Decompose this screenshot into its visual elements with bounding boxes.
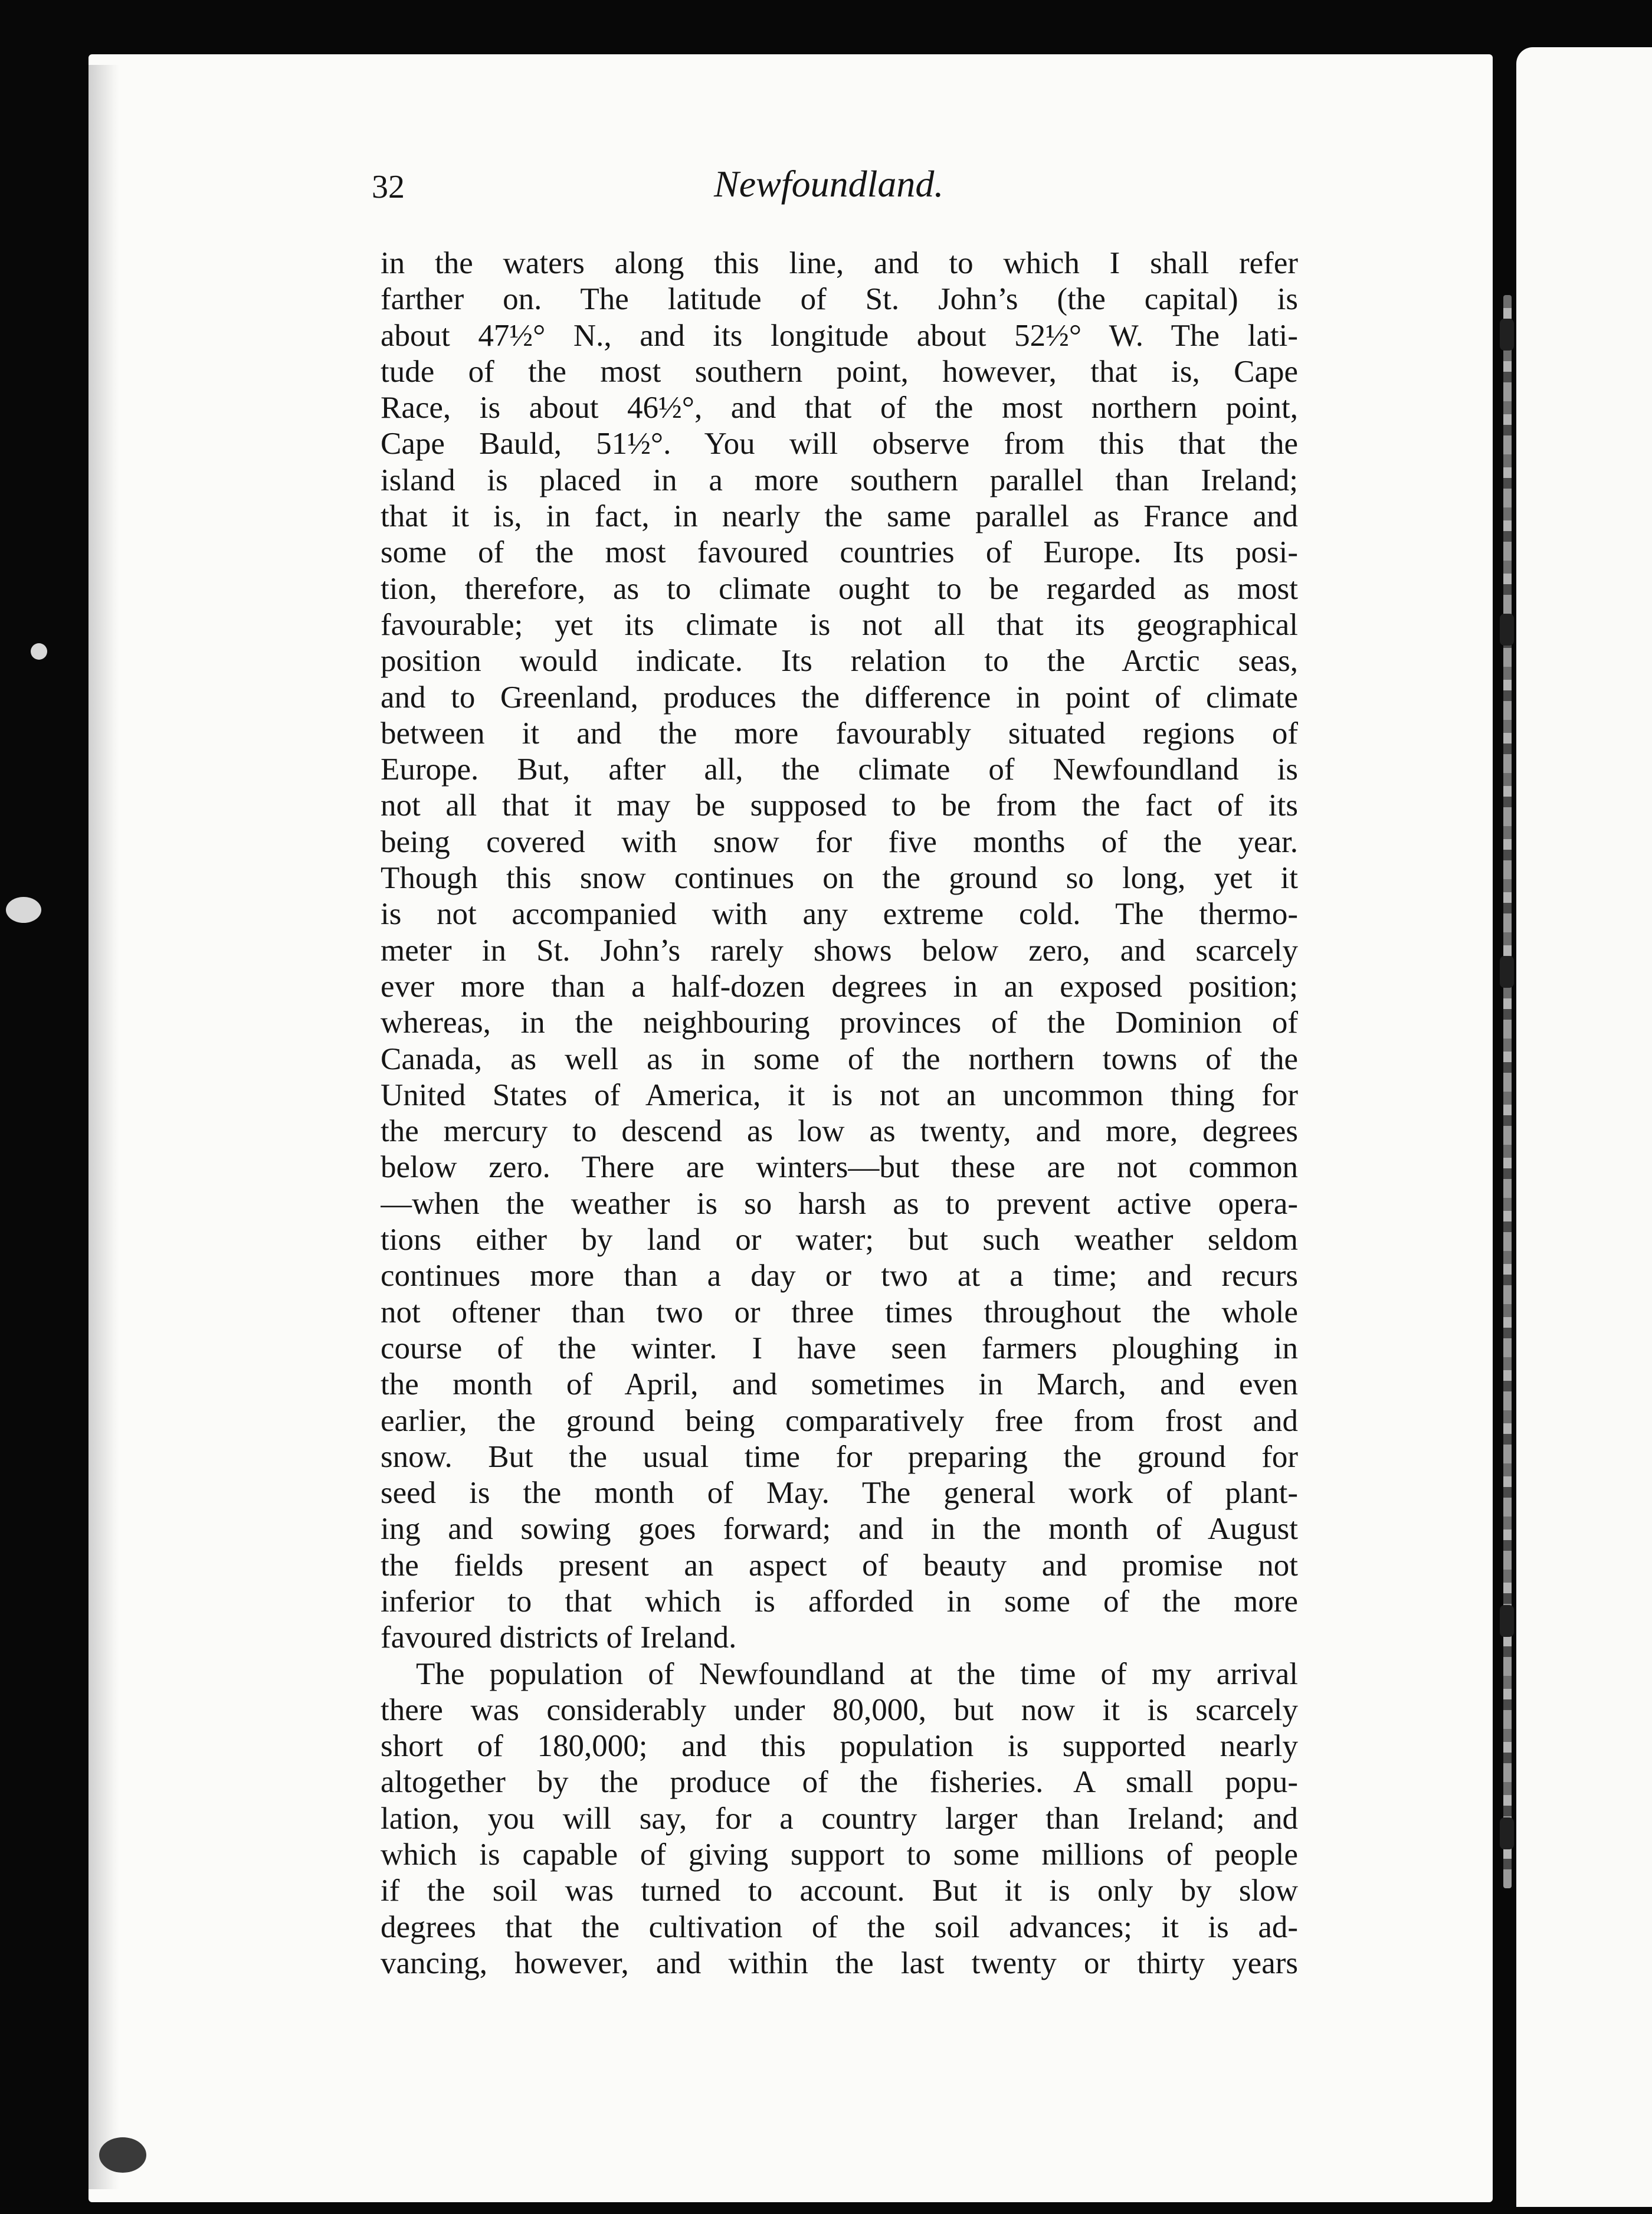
running-head: [372, 162, 1304, 221]
binding-mark: [1500, 319, 1514, 351]
text-line: about 47½° N., and its longitude about 52½° W. The lati-: [381, 318, 1298, 353]
text-line: earlier, the ground being comparatively free from frost and: [381, 1403, 1298, 1438]
text-line: short of 180,000; and this population is supported nearly: [381, 1729, 1298, 1764]
facing-page: [1516, 47, 1652, 2207]
text-line: below zero. There are winters—but these are not common: [381, 1150, 1298, 1185]
text-line: tion, therefore, as to climate ought to be regarded as most: [381, 571, 1298, 606]
body-text: [381, 245, 1298, 1982]
text-line: tude of the most southern point, however, that is, Cape: [381, 354, 1298, 389]
text-line: which is capable of giving support to some millions of people: [381, 1838, 1298, 1872]
text-line: not all that it may be supposed to be from the fact of its: [381, 788, 1298, 823]
text-line: island is placed in a more southern parallel than Ireland;: [381, 463, 1298, 497]
paragraph-end-line: favoured districts of Ireland.: [381, 1620, 737, 1655]
text-line: being covered with snow for five months of the year.: [381, 824, 1298, 859]
binding-mark: [1500, 614, 1514, 646]
text-line: vancing, however, and within the last twenty or thirty years: [381, 1946, 1298, 1980]
page-number: 32: [372, 169, 405, 205]
text-line: lation, you will say, for a country larger than Ireland; and: [381, 1801, 1298, 1836]
text-line: there was considerably under 80,000, but now it is scarcely: [381, 1692, 1298, 1727]
text-line: the fields present an aspect of beauty and promise not: [381, 1548, 1298, 1583]
binding-mark: [1500, 956, 1514, 988]
text-line: and to Greenland, produces the difference in point of climate: [381, 680, 1298, 715]
text-line: ever more than a half-dozen degrees in an exposed position;: [381, 969, 1298, 1004]
text-line: Canada, as well as in some of the northern towns of the: [381, 1042, 1298, 1076]
page-binding: [1503, 295, 1512, 1888]
text-line: position would indicate. Its relation to the Arctic seas,: [381, 644, 1298, 679]
text-line: degrees that the cultivation of the soil advances; it is ad-: [381, 1910, 1298, 1944]
text-line: inferior to that which is afforded in some of the more: [381, 1584, 1298, 1619]
text-line: in the waters along this line, and to which I shall refer: [381, 246, 1298, 280]
text-line: —when the weather is so harsh as to prevent active opera-: [381, 1186, 1298, 1221]
text-line: between it and the more favourably situated regions of: [381, 716, 1298, 751]
scan-speck: [31, 643, 47, 660]
page-edge: [88, 65, 119, 2189]
text-line: that it is, in fact, in nearly the same parallel as France and: [381, 499, 1298, 534]
text-line: snow. But the usual time for preparing the ground for: [381, 1439, 1298, 1474]
binding-mark: [1500, 1817, 1514, 1849]
text-line: not oftener than two or three times throughout the whole: [381, 1295, 1298, 1329]
text-line: ing and sowing goes forward; and in the month of August: [381, 1512, 1298, 1547]
text-line: if the soil was turned to account. But it is only by slow: [381, 1874, 1298, 1908]
text-line: whereas, in the neighbouring provinces of the Dominion of: [381, 1006, 1298, 1040]
text-line: continues more than a day or two at a time; and recurs: [381, 1259, 1298, 1293]
text-line: farther on. The latitude of St. John’s (the capital) is: [381, 282, 1298, 317]
scan-speck: [99, 2137, 146, 2173]
running-title: Newfoundland.: [714, 163, 944, 205]
text-line: course of the winter. I have seen farmers ploughing in: [381, 1331, 1298, 1365]
text-line: Race, is about 46½°, and that of the most northern point,: [381, 391, 1298, 425]
text-line: tions either by land or water; but such weather seldom: [381, 1223, 1298, 1257]
scan-speck: [6, 897, 41, 923]
text-line: the mercury to descend as low as twenty, and more, degrees: [381, 1114, 1298, 1149]
text-line: is not accompanied with any extreme cold. The thermo-: [381, 897, 1298, 932]
paragraph-start-line: The population of Newfoundland at the time of my arrival: [416, 1656, 1298, 1691]
text-line: United States of America, it is not an uncommon thing for: [381, 1077, 1298, 1112]
text-line: favourable; yet its climate is not all that its geographical: [381, 607, 1298, 642]
text-line: meter in St. John’s rarely shows below zero, and scarcely: [381, 933, 1298, 968]
text-line: altogether by the produce of the fisheries. A small popu-: [381, 1765, 1298, 1800]
text-line: Though this snow continues on the ground so long, yet it: [381, 861, 1298, 896]
binding-mark: [1500, 1605, 1514, 1637]
text-line: Europe. But, after all, the climate of Newfoundland is: [381, 752, 1298, 787]
text-line: seed is the month of May. The general work of plant-: [381, 1476, 1298, 1511]
text-line: some of the most favoured countries of Europe. Its posi-: [381, 535, 1298, 570]
text-line: Cape Bauld, 51½°. You will observe from this that the: [381, 427, 1298, 461]
text-line: the month of April, and sometimes in March, and even: [381, 1367, 1298, 1402]
